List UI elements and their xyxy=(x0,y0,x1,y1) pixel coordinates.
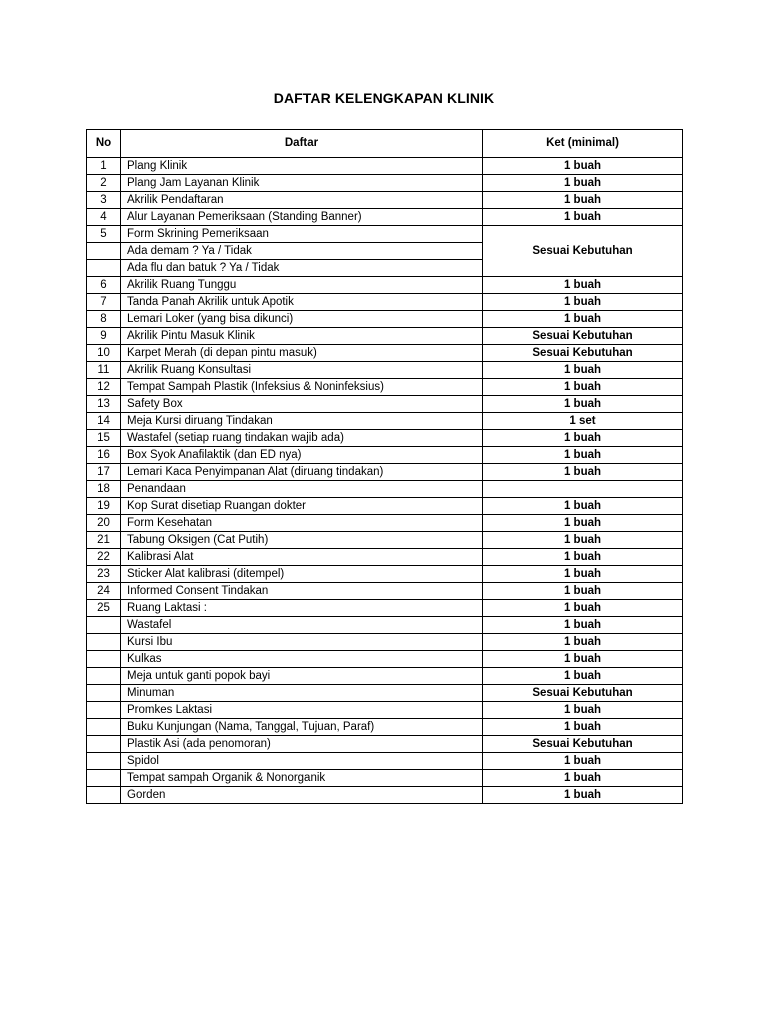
row-item: Lemari Kaca Penyimpanan Alat (diruang tindakan) xyxy=(121,464,483,481)
row-item: Promkes Laktasi xyxy=(121,702,483,719)
row-number: 23 xyxy=(87,566,121,583)
row-item: Meja untuk ganti popok bayi xyxy=(121,668,483,685)
row-ket: 1 buah xyxy=(483,753,683,770)
table-row xyxy=(87,277,683,294)
table-row xyxy=(87,566,683,583)
table-row xyxy=(87,175,683,192)
row-item: Box Syok Anafilaktik (dan ED nya) xyxy=(121,447,483,464)
row-ket: 1 buah xyxy=(483,770,683,787)
row-ket: 1 buah xyxy=(483,515,683,532)
row-number: 9 xyxy=(87,328,121,345)
row-ket: 1 buah xyxy=(483,396,683,413)
row-number: 10 xyxy=(87,345,121,362)
row-number xyxy=(87,634,121,651)
row-ket: 1 buah xyxy=(483,583,683,600)
row-item: Tanda Panah Akrilik untuk Apotik xyxy=(121,294,483,311)
row-item: Plang Klinik xyxy=(121,158,483,175)
table-row xyxy=(87,209,683,226)
table-row xyxy=(87,498,683,515)
header-no: No xyxy=(87,130,121,158)
table-body xyxy=(87,158,683,804)
row-ket: 1 buah xyxy=(483,549,683,566)
row-number: 1 xyxy=(87,158,121,175)
row-number: 8 xyxy=(87,311,121,328)
row-number: 18 xyxy=(87,481,121,498)
row-item: Kalibrasi Alat xyxy=(121,549,483,566)
row-item: Kursi Ibu xyxy=(121,634,483,651)
row-number: 2 xyxy=(87,175,121,192)
table-row xyxy=(87,464,683,481)
table-row xyxy=(87,787,683,804)
row-ket: 1 buah xyxy=(483,209,683,226)
row-number xyxy=(87,736,121,753)
row-ket: 1 buah xyxy=(483,600,683,617)
row-ket: 1 buah xyxy=(483,311,683,328)
row-item: Gorden xyxy=(121,787,483,804)
table-row xyxy=(87,430,683,447)
row-ket xyxy=(483,481,683,498)
row-ket: 1 buah xyxy=(483,430,683,447)
row-number: 11 xyxy=(87,362,121,379)
table-row xyxy=(87,583,683,600)
row-item: Informed Consent Tindakan xyxy=(121,583,483,600)
row-item: Tempat sampah Organik & Nonorganik xyxy=(121,770,483,787)
row-number: 4 xyxy=(87,209,121,226)
row-ket: 1 buah xyxy=(483,447,683,464)
row-item: Safety Box xyxy=(121,396,483,413)
row-ket: 1 buah xyxy=(483,362,683,379)
table-row xyxy=(87,770,683,787)
row-number: 13 xyxy=(87,396,121,413)
row-item: Penandaan xyxy=(121,481,483,498)
row-ket: 1 set xyxy=(483,413,683,430)
row-ket: Sesuai Kebutuhan xyxy=(483,345,683,362)
table-row xyxy=(87,481,683,498)
row-ket: Sesuai Kebutuhan xyxy=(483,328,683,345)
row-ket: 1 buah xyxy=(483,464,683,481)
row-ket: 1 buah xyxy=(483,294,683,311)
row-item: Tabung Oksigen (Cat Putih) xyxy=(121,532,483,549)
table-row xyxy=(87,685,683,702)
table-row xyxy=(87,753,683,770)
row-ket: 1 buah xyxy=(483,651,683,668)
row-number: 14 xyxy=(87,413,121,430)
header-daftar: Daftar xyxy=(121,130,483,158)
table-header-row xyxy=(87,130,683,158)
row-ket: 1 buah xyxy=(483,175,683,192)
table-row xyxy=(87,396,683,413)
row-ket: 1 buah xyxy=(483,379,683,396)
row-ket: 1 buah xyxy=(483,566,683,583)
row-number: 12 xyxy=(87,379,121,396)
row-number xyxy=(87,719,121,736)
row-item: Sticker Alat kalibrasi (ditempel) xyxy=(121,566,483,583)
row-item: Plastik Asi (ada penomoran) xyxy=(121,736,483,753)
table-row xyxy=(87,362,683,379)
row-item: Buku Kunjungan (Nama, Tanggal, Tujuan, Paraf) xyxy=(121,719,483,736)
table-row xyxy=(87,413,683,430)
row-item: Form Kesehatan xyxy=(121,515,483,532)
row-ket: 1 buah xyxy=(483,787,683,804)
row-ket: Sesuai Kebutuhan xyxy=(483,226,683,277)
row-item: Spidol xyxy=(121,753,483,770)
row-item: Tempat Sampah Plastik (Infeksius & Noninfeksius) xyxy=(121,379,483,396)
row-ket: Sesuai Kebutuhan xyxy=(483,736,683,753)
row-item: Ada flu dan batuk ? Ya / Tidak xyxy=(121,260,483,277)
row-number: 7 xyxy=(87,294,121,311)
row-number xyxy=(87,685,121,702)
row-number: 17 xyxy=(87,464,121,481)
row-number xyxy=(87,651,121,668)
row-number xyxy=(87,702,121,719)
row-ket: 1 buah xyxy=(483,498,683,515)
table-row xyxy=(87,549,683,566)
row-number: 3 xyxy=(87,192,121,209)
table-row xyxy=(87,294,683,311)
row-number: 24 xyxy=(87,583,121,600)
row-number xyxy=(87,243,121,260)
table-row xyxy=(87,617,683,634)
row-item: Kop Surat disetiap Ruangan dokter xyxy=(121,498,483,515)
row-number: 19 xyxy=(87,498,121,515)
table-row xyxy=(87,532,683,549)
table-row xyxy=(87,634,683,651)
table-row xyxy=(87,702,683,719)
row-number xyxy=(87,668,121,685)
row-item: Minuman xyxy=(121,685,483,702)
row-number: 16 xyxy=(87,447,121,464)
row-item: Akrilik Pintu Masuk Klinik xyxy=(121,328,483,345)
table-row xyxy=(87,379,683,396)
row-item: Akrilik Ruang Konsultasi xyxy=(121,362,483,379)
table-row xyxy=(87,719,683,736)
table-row xyxy=(87,515,683,532)
row-number: 15 xyxy=(87,430,121,447)
row-number xyxy=(87,787,121,804)
row-ket: 1 buah xyxy=(483,719,683,736)
row-number: 25 xyxy=(87,600,121,617)
row-number xyxy=(87,617,121,634)
table-row xyxy=(87,311,683,328)
page-title: DAFTAR KELENGKAPAN KLINIK xyxy=(273,90,495,106)
row-ket: 1 buah xyxy=(483,617,683,634)
table-row xyxy=(87,668,683,685)
table-row xyxy=(87,345,683,362)
row-item: Akrilik Pendaftaran xyxy=(121,192,483,209)
table-row xyxy=(87,158,683,175)
table-row xyxy=(87,447,683,464)
row-item: Karpet Merah (di depan pintu masuk) xyxy=(121,345,483,362)
row-ket: Sesuai Kebutuhan xyxy=(483,685,683,702)
row-item: Kulkas xyxy=(121,651,483,668)
row-item: Wastafel (setiap ruang tindakan wajib ada) xyxy=(121,430,483,447)
row-ket: 1 buah xyxy=(483,532,683,549)
row-item: Plang Jam Layanan Klinik xyxy=(121,175,483,192)
table-row xyxy=(87,736,683,753)
row-ket: 1 buah xyxy=(483,277,683,294)
row-number xyxy=(87,260,121,277)
row-item: Lemari Loker (yang bisa dikunci) xyxy=(121,311,483,328)
row-ket: 1 buah xyxy=(483,192,683,209)
row-number: 21 xyxy=(87,532,121,549)
table-row xyxy=(87,328,683,345)
checklist-table xyxy=(86,129,683,804)
row-number: 6 xyxy=(87,277,121,294)
row-number: 5 xyxy=(87,226,121,243)
row-item: Form Skrining Pemeriksaan xyxy=(121,226,483,243)
table-row xyxy=(87,192,683,209)
row-item: Ruang Laktasi : xyxy=(121,600,483,617)
row-ket: 1 buah xyxy=(483,702,683,719)
table-row xyxy=(87,600,683,617)
header-ket: Ket (minimal) xyxy=(483,130,683,158)
row-number xyxy=(87,753,121,770)
row-ket: 1 buah xyxy=(483,634,683,651)
row-ket: 1 buah xyxy=(483,668,683,685)
row-item: Meja Kursi diruang Tindakan xyxy=(121,413,483,430)
row-number: 20 xyxy=(87,515,121,532)
row-item: Alur Layanan Pemeriksaan (Standing Banner) xyxy=(121,209,483,226)
row-item: Wastafel xyxy=(121,617,483,634)
row-item: Akrilik Ruang Tunggu xyxy=(121,277,483,294)
row-number: 22 xyxy=(87,549,121,566)
table-row xyxy=(87,226,683,243)
table-row xyxy=(87,651,683,668)
row-ket: 1 buah xyxy=(483,158,683,175)
row-item: Ada demam ? Ya / Tidak xyxy=(121,243,483,260)
row-number xyxy=(87,770,121,787)
